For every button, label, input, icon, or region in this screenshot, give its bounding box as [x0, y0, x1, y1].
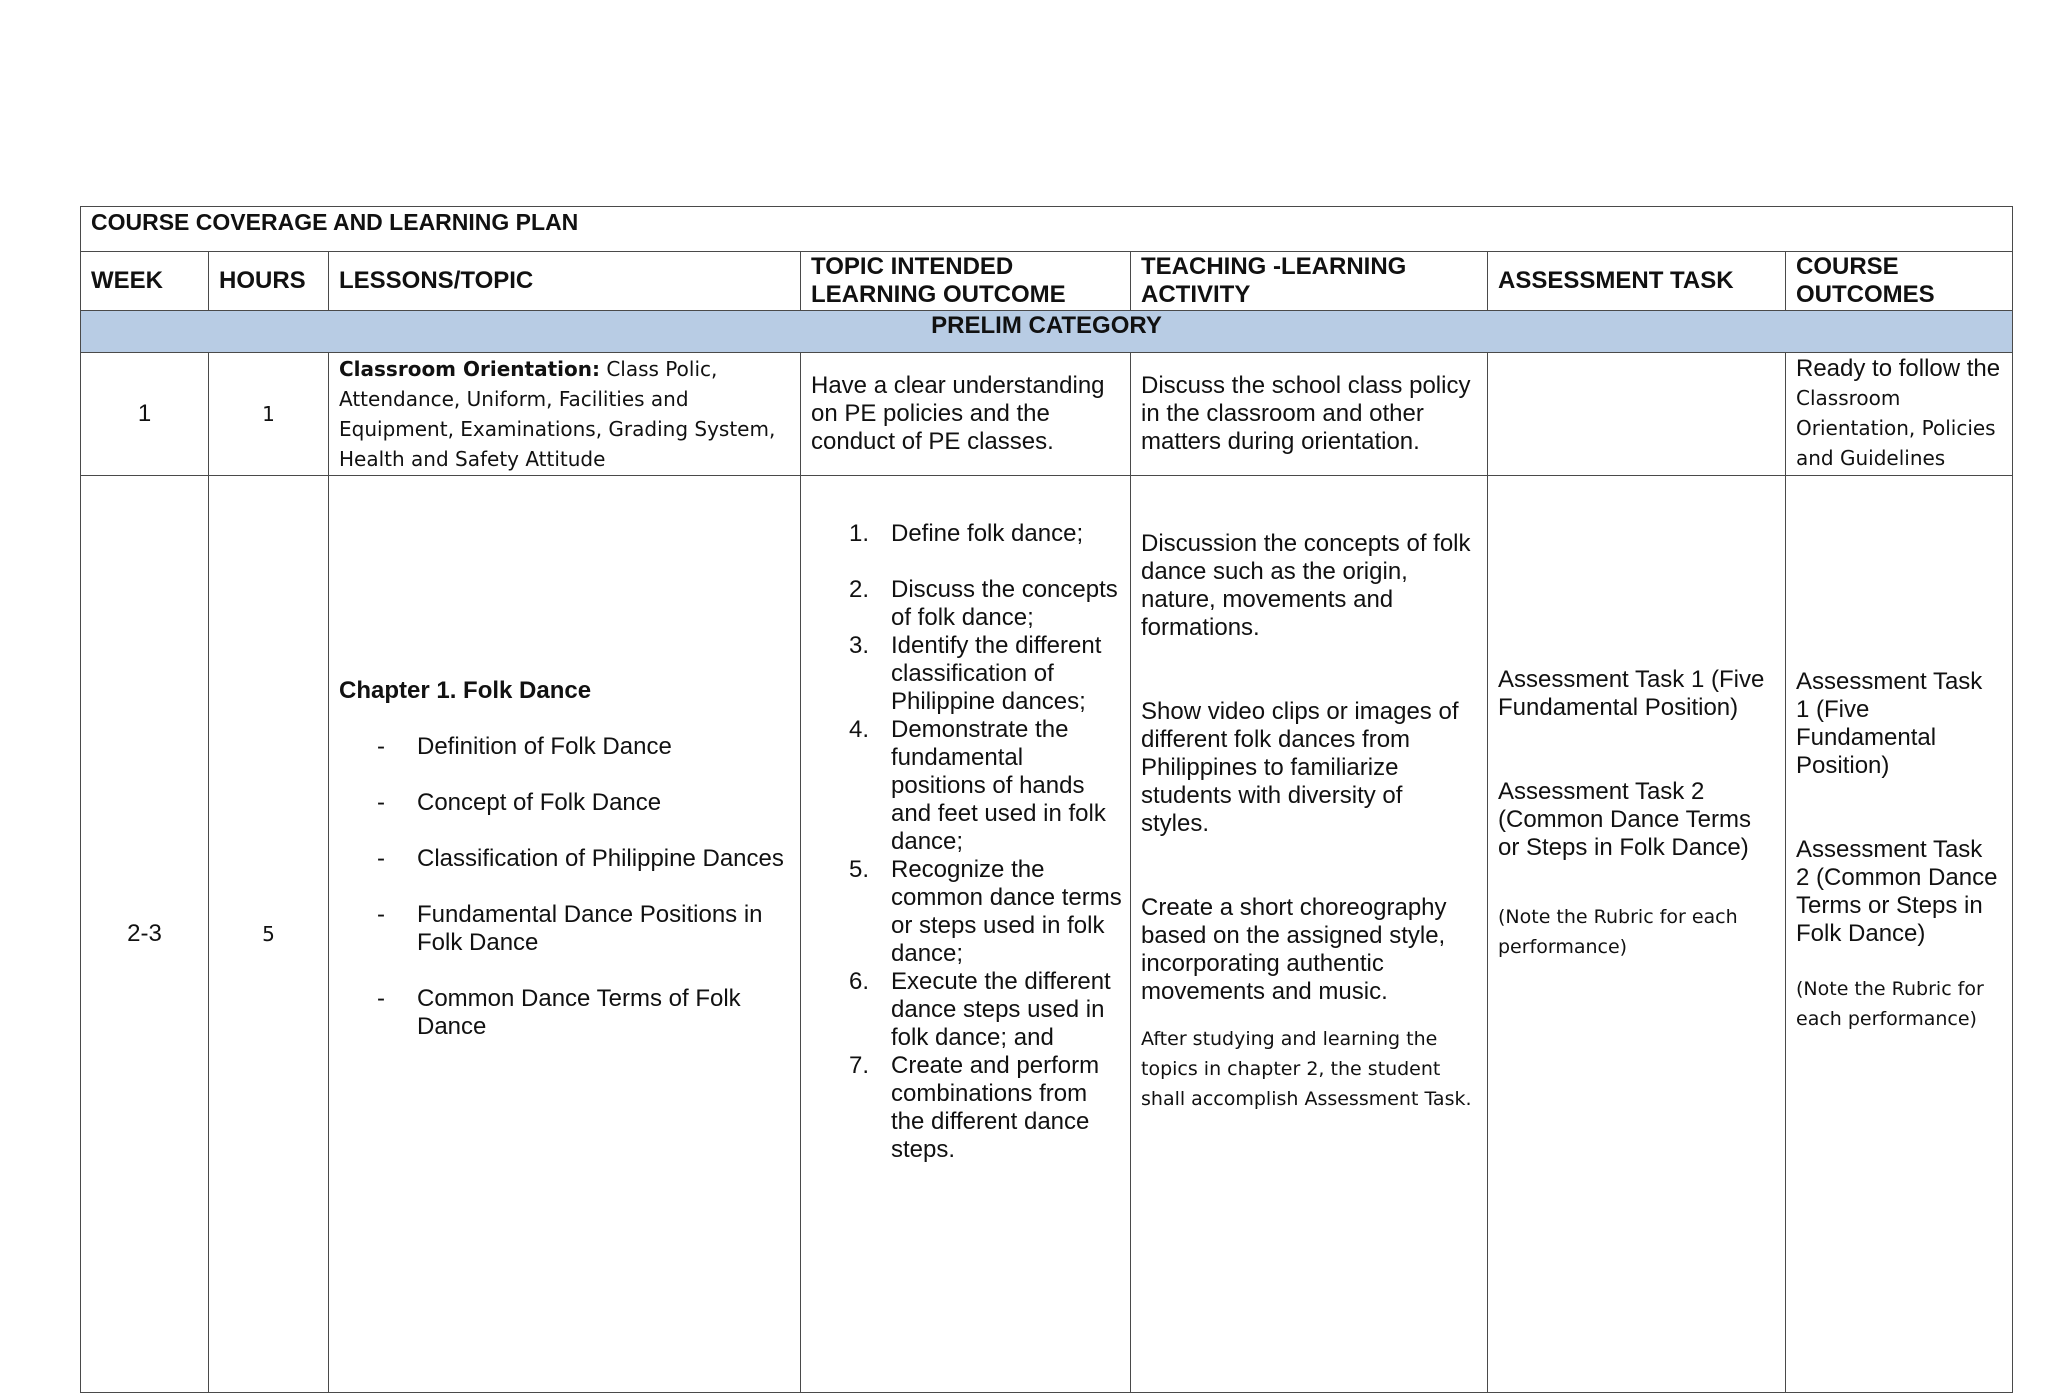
list-item: - Definition of Folk Dance — [377, 733, 672, 760]
lesson-bold: Classroom Orientation: — [339, 357, 600, 381]
table-row — [81, 353, 2013, 476]
header-lessons: LESSONS/TOPIC — [329, 252, 801, 311]
category-row: PRELIM CATEGORY — [81, 311, 2013, 353]
outcome-text: Have a clear understanding on PE policies and the conduct of PE classes. — [811, 372, 1105, 455]
activity-text: Discussion the concepts of folk dance such as the origin, nature, movements and formations. — [1141, 530, 1471, 641]
chapter-title: Chapter 1. Folk Dance — [339, 677, 592, 704]
list-item: 3. Identify the different classification of Philippine dances; — [849, 632, 1102, 715]
list-item: - Classification of Philippine Dances — [377, 845, 784, 872]
header-row — [81, 252, 2013, 311]
list-item: 6. Execute the different dance steps used in folk dance; and — [849, 968, 1111, 1051]
course-outcome-line1: Ready to follow the — [1796, 355, 2001, 382]
course-outcome-cell — [1786, 353, 2013, 476]
course-outcome-rest: Classroom Orientation, Policies and Guidelines — [1796, 386, 1996, 470]
course-outcome-text: Assessment Task 2 (Common Dance Terms or Steps in Folk Dance) — [1796, 836, 1998, 947]
course-outcome-text: Assessment Task 1 (Five Fundamental Position) — [1796, 668, 1983, 779]
list-item: 4. Demonstrate the fundamental positions of hands and feet used in folk dance; — [849, 716, 1106, 855]
list-item: 2. Discuss the concepts of folk dance; — [849, 576, 1118, 631]
outcome-cell — [801, 353, 1131, 476]
header-hours: HOURS — [209, 252, 329, 311]
topic-list — [339, 733, 790, 1041]
activity-text: Discuss the school class policy in the classroom and other matters during orientation. — [1141, 372, 1471, 455]
activity-cell — [1131, 476, 1488, 1393]
week-cell: 2-3 — [81, 476, 209, 1393]
header-week: WEEK — [81, 252, 209, 311]
outcome-cell — [801, 476, 1131, 1393]
header-outcome: TOPIC INTENDED LEARNING OUTCOME — [801, 252, 1131, 311]
assessment-note: (Note the Rubric for each performance) — [1498, 906, 1738, 958]
lesson-cell — [329, 476, 801, 1393]
list-item: - Common Dance Terms of Folk Dance — [377, 985, 741, 1040]
activity-note: After studying and learning the topics in chapter 2, the student shall accomplish Assessment Task. — [1141, 1028, 1472, 1110]
assessment-cell — [1488, 476, 1786, 1393]
hours-cell: 1 — [209, 353, 329, 476]
assessment-cell — [1488, 353, 1786, 476]
hours-cell: 5 — [209, 476, 329, 1393]
list-item: 7. Create and perform combinations from the different dance steps. — [849, 1052, 1100, 1163]
activity-text: Show video clips or images of different folk dances from Philippines to familiarize students with diversity of styles. — [1141, 698, 1459, 837]
assessment-text: Assessment Task 1 (Five Fundamental Position) — [1498, 666, 1765, 721]
header-activity: TEACHING -LEARNING ACTIVITY — [1131, 252, 1488, 311]
assessment-text: Assessment Task 2 (Common Dance Terms or Steps in Folk Dance) — [1498, 778, 1751, 861]
list-item: 5. Recognize the common dance terms or steps used in folk dance; — [849, 856, 1122, 967]
course-outcome-note: (Note the Rubric for each performance) — [1796, 978, 1984, 1030]
lesson-text: Class Polic, Attendance, Uniform, Facilities and Equipment, Examinations, Grading System, Health and Safety Attitude — [339, 357, 776, 471]
list-item: - Concept of Folk Dance — [377, 789, 662, 816]
course-outcome-cell — [1786, 476, 2013, 1393]
list-item: - Fundamental Dance Positions in Folk Dance — [377, 901, 763, 956]
table-row — [81, 476, 2013, 1393]
learning-plan-table — [80, 206, 2013, 1393]
header-assessment: ASSESSMENT TASK — [1488, 252, 1786, 311]
activity-cell — [1131, 353, 1488, 476]
lesson-cell — [329, 353, 801, 476]
header-course-outcomes: COURSE OUTCOMES — [1786, 252, 2013, 311]
week-cell: 1 — [81, 353, 209, 476]
outcome-list — [811, 520, 1124, 1164]
list-item: 1. Define folk dance; — [849, 520, 1084, 547]
activity-text: Create a short choreography based on the assigned style, incorporating authentic movements and music. — [1141, 894, 1447, 1005]
table-title: COURSE COVERAGE AND LEARNING PLAN — [81, 207, 2013, 252]
